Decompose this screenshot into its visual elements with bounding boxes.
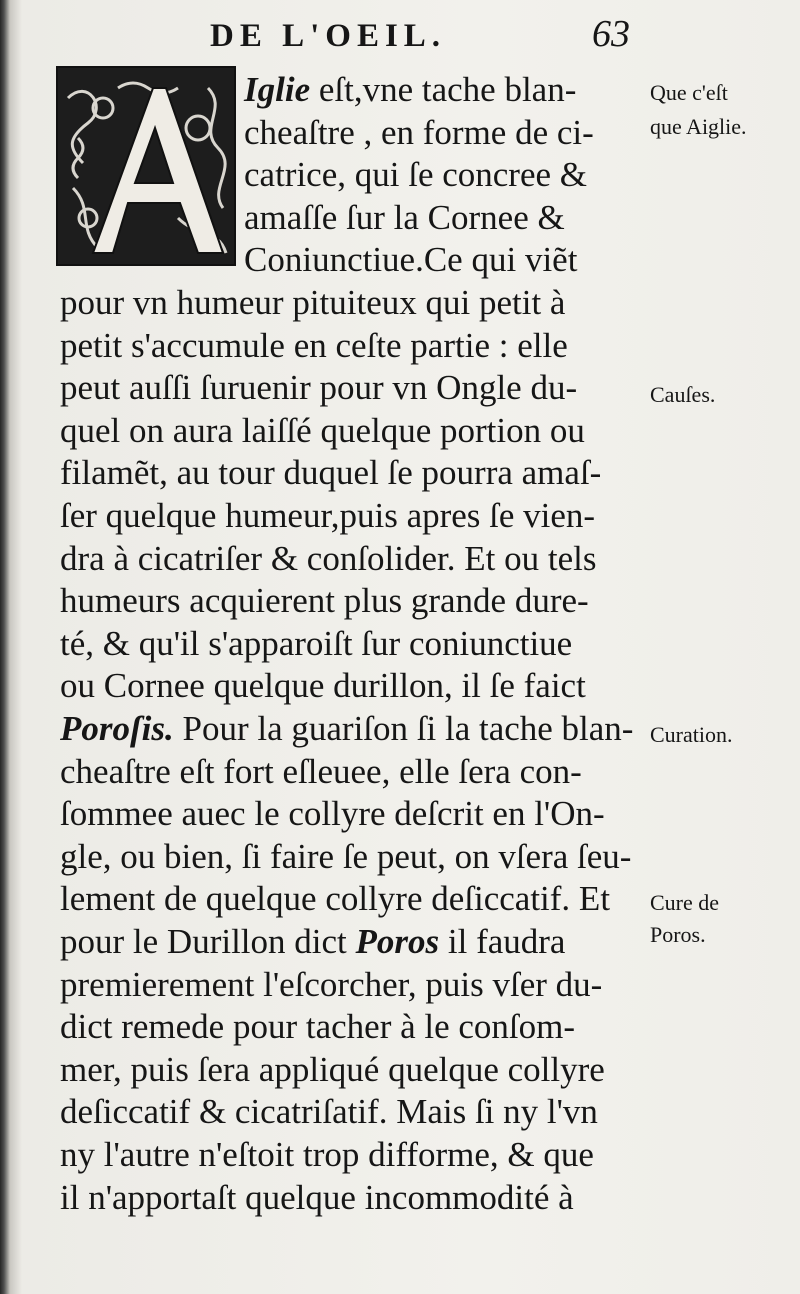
text-segment: quel on aura laiſſé quelque portion ou bbox=[60, 410, 585, 450]
margin-note: que Aiglie. bbox=[650, 114, 747, 139]
text-line bbox=[60, 451, 601, 495]
running-head: DE L'OEIL. bbox=[210, 18, 447, 54]
text-line bbox=[60, 579, 589, 623]
text-line bbox=[60, 366, 577, 410]
text-segment: ou Cornee quelque durillon, il ſe faict bbox=[60, 666, 586, 706]
margin-note: Curation. bbox=[650, 722, 733, 747]
text-segment: Coniunctiue.Ce qui viẽt bbox=[244, 240, 578, 280]
text-line bbox=[60, 324, 568, 368]
text-segment: Pour la guariſon ſi la tache blan- bbox=[173, 709, 634, 748]
text-line bbox=[60, 963, 602, 1007]
text-segment: ſommee auec le collyre deſcrit en l'On- bbox=[60, 794, 605, 834]
text-segment: dict remede pour tacher à le conſom- bbox=[60, 1007, 576, 1047]
text-line bbox=[244, 196, 565, 240]
text-segment: peut auſſi ſuruenir pour vn Ongle du- bbox=[60, 368, 578, 408]
text-segment: il faudra bbox=[439, 922, 566, 961]
text-segment: il n'apportaſt quelque incommodité à bbox=[60, 1177, 574, 1217]
text-line bbox=[60, 664, 586, 708]
text-line bbox=[244, 111, 594, 155]
text-segment: ny l'autre n'eſtoit trop difforme, & que bbox=[60, 1135, 594, 1174]
text-segment: cheaſtre eſt fort eſleuee, elle ſera con- bbox=[60, 751, 582, 791]
text-line bbox=[60, 920, 565, 964]
text-segment: ſer quelque humeur,puis apres ſe vien- bbox=[60, 496, 596, 535]
text-line bbox=[60, 1048, 605, 1092]
text-line bbox=[60, 494, 595, 538]
text-line bbox=[60, 707, 633, 751]
text-segment: pour le Durillon dict bbox=[60, 922, 356, 961]
text-line bbox=[60, 1133, 594, 1177]
text-line bbox=[60, 750, 582, 794]
text-segment: catrice, qui ſe concree & bbox=[244, 155, 587, 195]
margin-note: Que c'eſt bbox=[650, 80, 728, 105]
text-segment: humeurs acquierent plus grande dure- bbox=[60, 581, 589, 621]
text-segment: té, & qu'il s'apparoiſt ſur coniunctiue bbox=[60, 623, 573, 663]
text-segment: premierement l'eſcorcher, puis vſer du- bbox=[60, 964, 603, 1004]
ornamental-initial-A-icon bbox=[56, 66, 236, 266]
margin-note: Poros. bbox=[650, 922, 706, 947]
margin-note: Cauſes. bbox=[650, 382, 716, 407]
margin-note: Cure de bbox=[650, 890, 720, 915]
text-line bbox=[60, 409, 585, 453]
text-line bbox=[60, 622, 572, 666]
italic-term: Poroſis. bbox=[60, 709, 174, 748]
page-number: 63 bbox=[592, 13, 630, 55]
text-line bbox=[60, 835, 631, 879]
text-segment: filamẽt, au tour duquel ſe pourra amaſ- bbox=[60, 453, 602, 493]
text-segment: dra à cicatriſer & conſolider. Et ou tels bbox=[60, 538, 597, 578]
text-line bbox=[60, 877, 610, 921]
italic-term: Iglie bbox=[244, 70, 311, 109]
text-line bbox=[244, 153, 587, 197]
text-segment: deſiccatif & cicatriſatif. Mais ſi ny l'vn bbox=[60, 1092, 598, 1132]
text-line bbox=[244, 68, 576, 112]
text-line bbox=[60, 792, 605, 836]
text-line bbox=[244, 238, 577, 282]
italic-term: Poros bbox=[355, 922, 440, 961]
text-segment: petit s'accumule en ceſte partie : elle bbox=[60, 325, 568, 365]
text-line bbox=[60, 537, 596, 581]
text-line bbox=[60, 1176, 574, 1220]
text-line bbox=[60, 1005, 575, 1049]
text-line bbox=[60, 1090, 598, 1134]
text-segment: gle, ou bien, ſi faire ſe peut, on vſera ſeu- bbox=[60, 836, 632, 876]
text-segment: mer, puis ſera appliqué quelque collyre bbox=[60, 1049, 605, 1089]
text-segment: amaſſe ſur la Cornee & bbox=[244, 197, 565, 237]
text-segment: lement de quelque collyre deſiccatif. Et bbox=[60, 879, 611, 919]
text-segment: cheaſtre , en forme de ci- bbox=[244, 112, 594, 152]
text-line bbox=[60, 281, 565, 325]
text-segment: eſt,vne tache blan- bbox=[310, 70, 577, 109]
text-segment: pour vn humeur pituiteux qui petit à bbox=[60, 283, 566, 322]
